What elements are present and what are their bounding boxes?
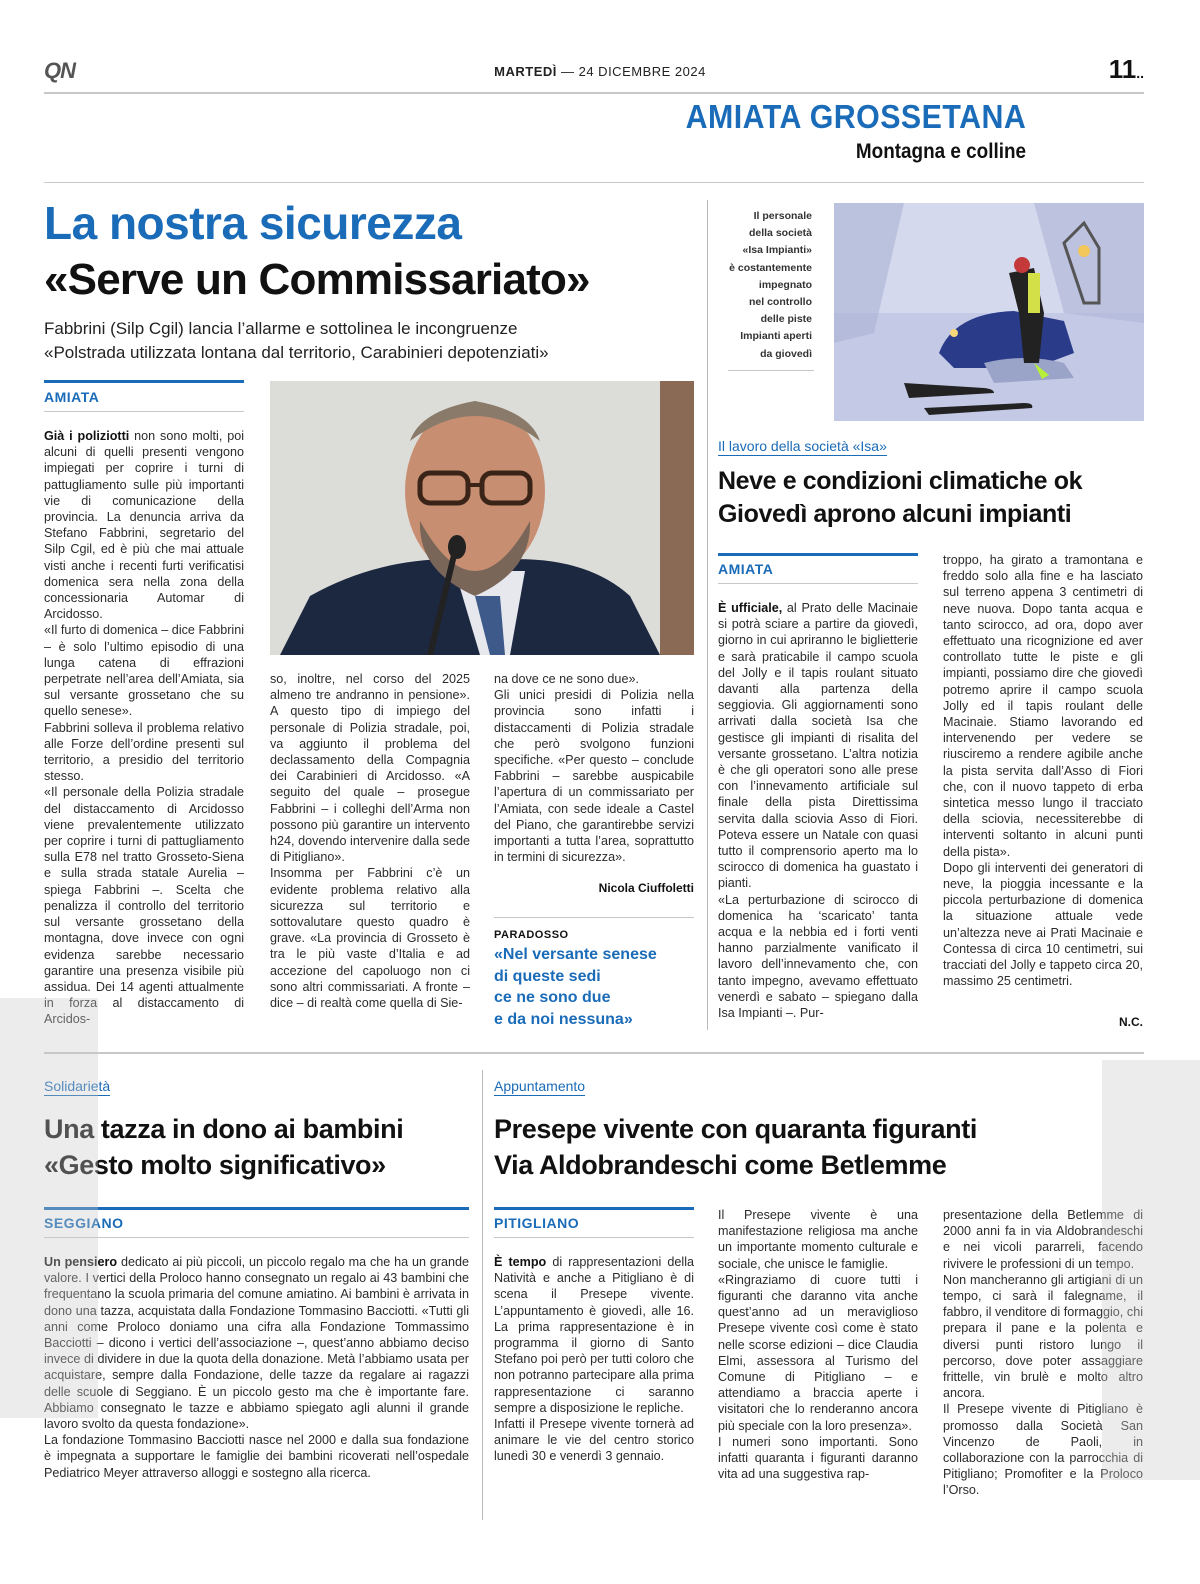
caption-line: Impianti aperti	[740, 330, 812, 343]
label-text: Appuntamento	[494, 1078, 586, 1094]
lead-in: Un pensiero	[44, 1255, 118, 1269]
speaker-portrait-illustration	[270, 381, 694, 655]
paragraph: na dove ce ne sono due».	[494, 672, 639, 686]
caption-divider	[728, 370, 814, 371]
location-underline	[44, 411, 244, 412]
location-tag: AMIATA	[718, 561, 774, 577]
lead-in: Già i poliziotti	[44, 429, 130, 443]
headline-line: Giovedì aprono alcuni impianti	[718, 500, 1072, 528]
section-subtitle: Montagna e colline	[855, 140, 1026, 163]
byline: N.C.	[1119, 1015, 1143, 1029]
headline-line: «Gesto molto significativo»	[44, 1150, 386, 1180]
label-text: Il lavoro della società «Isa»	[718, 438, 887, 454]
section-divider	[44, 182, 1144, 183]
headline-line: Neve e condizioni climatiche ok	[718, 467, 1083, 495]
section-title: AMIATA GROSSETANA	[685, 98, 1026, 135]
paragraph: Il Presepe vivente è una manifestazione religiosa ma anche un importante momento culturale e sociale, che unisce le famiglie.	[718, 1208, 918, 1271]
sidebar-divider	[494, 917, 694, 918]
deck-line: «Polstrada utilizzata lontana dal territorio, Carabinieri depotenziati»	[44, 343, 549, 362]
portrait-photo	[270, 381, 694, 655]
quote-line: ce ne sono due	[494, 989, 611, 1006]
scan-watermark	[1102, 1060, 1200, 1480]
paragraph: I numeri sono importanti. Sono infatti quaranta i figuranti daranno vita ad una suggestiva rap-	[718, 1434, 918, 1482]
paragraph: «Il personale della Polizia stradale del distaccamento di Arcidosso viene prevalentemente utilizzato per coprire i turni di pattugliamento sulla E78 nel tratto Grosseto-Siena e sulla strada statale Aurelia – spiega Fabbrini –. Scelta che penalizza il controllo del territorio sul versante grossetano della montagna, dove invece con ogni evidenza sarebbe necessario garantire una presenza visibile più assidua. Dei 14 agenti attualmente in forza al distaccamento di Arcidos-	[44, 785, 244, 1027]
nativity-article-col2	[718, 1207, 918, 1482]
paragraph: «Ringraziamo di cuore tutti i figuranti che daranno vita anche quest’anno ad un meraviglioso Presepe vivente così come è stato nelle scorse edizioni – dice Claudia Elmi, assessora al Turismo del Comune di Pitigliano – e attendiamo a braccia aperte i visitatori che lo renderanno ancora più speciale con la loro presenza».	[718, 1272, 918, 1433]
column-divider	[482, 1070, 483, 1520]
main-deck	[44, 317, 549, 365]
ski-article-col1	[718, 600, 918, 1021]
headline-line: Presepe vivente con quaranta figuranti	[494, 1114, 977, 1144]
caption-line: impegnato	[758, 278, 812, 291]
location-rule	[494, 1207, 694, 1210]
article-label	[494, 1078, 585, 1096]
sidebar-kicker: PARADOSSO	[494, 929, 569, 941]
location-rule	[44, 1207, 469, 1210]
caption-line: Il personale	[753, 210, 812, 222]
paragraph: Dopo gli interventi dei generatori di neve, la pioggia incessante e la piccola perturbazione di domenica la situazione attuale vede un’altezza neve ai Prati Macinaie e Contessa di circa 10 centimetri, sui tracciati del Jolly e tappeto circa 20, massimo 25 centimetri.	[943, 860, 1143, 989]
lead-in: È ufficiale,	[718, 601, 783, 615]
ski-headline	[718, 465, 1148, 531]
header-divider	[44, 92, 1144, 94]
cup-article-body	[44, 1254, 469, 1481]
main-article-col2	[270, 671, 470, 1011]
location-tag: SEGGIANO	[44, 1215, 124, 1231]
paragraph: Il Presepe vivente di Pitigliano è promosso dalla Società San Vincenzo de Paoli, in collaborazione con la parrocchia di Pitigliano; Promofiter e la Proloco l’Orso.	[943, 1402, 1143, 1498]
paragraph: Gli unici presidi di Polizia nella provincia sono infatti i distaccamenti di Polizia stradale che però svolgono funzioni specifiche. «Per questo – conclude Fabbrini – sarebbe auspicabile l’apertura di un commissariato per l’Amiata, con sede ideale a Castel del Piano, che garantirebbe servizi importanti a tutta l’area, soprattutto in termini di sicurezza».	[494, 688, 694, 865]
paragraph: di rappresentazioni della Natività e anche a Pitigliano è di scena il Presepe vivente. L’appuntamento è giovedì, alle 16. La prima rappresentazione è in programma il giorno di Santo Stefano poi però per tutti coloro che non potranno partecipare alla prima rappresentazione ci saranno sempre a disposizione le repliche.	[494, 1255, 695, 1415]
paragraph: non sono molti, poi alcuni di quelli presenti vengono impiegati per coprire i turni di pattugliamento sulle più importanti vie di comunicazione della provincia. La denuncia arriva da Stefano Fabbrini, segretario del Silp Cgil, ed è più che mai attuale visti anche i recenti furti verificatisi domenica sera nella zona della concessionaria Automar di Arcidosso.	[44, 429, 244, 622]
paragraph: Non mancheranno gli artigiani di un tempo, ci sarà il falegname, il fabbro, il venditore di formaggio, chi prepara il pane e la polenta e diversi punti ristoro lungo il percorso, dove poter assaggiare frittelle, vin brulè e molto altro ancora.	[943, 1272, 1143, 1401]
column-divider	[707, 200, 708, 1030]
location-underline	[718, 583, 918, 584]
snowmobile-illustration	[834, 203, 1144, 421]
main-article-col1	[44, 428, 244, 1028]
paragraph: Fabbrini solleva il problema relativo alle Forze dell’ordine presenti sul territorio, a presidio del territorio stesso.	[44, 720, 244, 784]
caption-line: delle piste	[760, 313, 812, 326]
dateline-date: — 24 DICEMBRE 2024	[561, 64, 706, 79]
caption-line: nel controllo	[749, 296, 812, 309]
paragraph: Insomma per Fabbrini c’è un evidente problema relativo alla sicurezza sul territorio e sottovalutare questo quadro è grave. «La provincia di Grosseto è tra le più vaste d’Italia e ad accezione del capoluogo non ci sono altri commissariati. A fronte – dice – di realtà come quella di Sie-	[270, 866, 470, 1011]
scan-watermark	[0, 998, 98, 1418]
article-label	[718, 438, 887, 456]
paragraph: so, inoltre, nel corso del 2025 almeno tre andranno in pensione». A questo tipo di impiego del personale di Polizia stradale, poi, va aggiunto il problema del declassamento della Compagnia dei Carabinieri di Arcidosso. «A seguito del quale – prosegue Fabbrini – i colleghi dell’Arma non possono più garantire un intervento h24, dovendo intervenire dalla sede di Pitigliano».	[270, 672, 470, 865]
location-underline	[494, 1237, 694, 1238]
paragraph: «Il furto di domenica – dice Fabbrini – è solo l’ultimo episodio di una lunga catena di effrazioni perpetrate nell’area dell’Amiata, sia sul versante grossetano che su quello senese».	[44, 623, 244, 719]
cup-headline	[44, 1111, 484, 1183]
location-underline	[44, 1237, 469, 1238]
page-number: 11..	[1108, 54, 1144, 84]
location-tag: AMIATA	[44, 389, 100, 405]
paragraph: presentazione della Betlemme di 2000 anni fa in via Aldobrandeschi e nei vicoli pararreli, facendo rivivere le professioni di un tempo.	[943, 1208, 1143, 1271]
nativity-article-col1	[494, 1254, 694, 1465]
main-article-col3	[494, 671, 694, 865]
nativity-headline	[494, 1111, 1154, 1183]
paragraph: troppo, ha girato a tramontana e freddo solo alla fine e ha lasciato sul terreno appena 3 centimetri di neve nuova. Dopo tanta acqua e tanto scirocco, ad ora, dopo aver effettuato una ricognizione ed aver controllato tutte le piste e gli impianti, possiamo dire che giovedì potremo aprire il campo scuola Jolly ed il tapis roulant delle Macinaie. Stiamo lavorando ed intervenendo per vedere se riusciremo a rendere agibile anche la pista servita dall’Asso di Fiori che, con il nuovo tappeto di erba sintetica messo lungo il tracciato della sciovia, necessiterebbe di interventi soltanto in alcuni punti della pista».	[943, 553, 1143, 859]
dateline-day: MARTEDÌ	[494, 64, 557, 79]
headline-line: Una tazza in dono ai bambini	[44, 1114, 404, 1144]
sidebar-pullquote	[494, 944, 704, 1030]
caption-line: è costantemente	[729, 261, 812, 274]
paragraph: dedicato ai più piccoli, un piccolo regalo ma che ha un grande valore. I vertici della Proloco hanno consegnato un regalo ai 43 bambini che frequentano la scuola primaria del comune amiatino. Ai bambini è arrivata in dono una tazza, acquistata dalla Fondazione Tommasino Bacciotti. «Tutti gli anni come Proloco doniamo una cifra alla Fondazione Tommassimo Bacciotti – dicono i vertici dell’associazione –, quest’anno abbiamo deciso invece di dividere in due la quota della donazione. Metà l’abbiamo usata per acquistare, sempre dalla Fondazione, delle tazze da regalare ai ragazzi delle scuole di Seggiano. È un piccolo gesto ma che è importante fare. Abbiamo consegnato le tazze e abbiamo spiegato agli alunni il grande lavoro svolto da questa fondazione».	[44, 1255, 469, 1432]
deck-line: Fabbrini (Silp Cgil) lancia l’allarme e sottolinea le incongruenze	[44, 319, 518, 338]
dateline	[0, 64, 1200, 79]
label-text: Solidarietà	[44, 1078, 111, 1094]
quote-line: «Nel versante senese	[494, 946, 657, 963]
location-rule	[718, 553, 918, 556]
quote-line: di queste sedi	[494, 967, 601, 985]
paragraph: Infatti il Presepe vivente tornerà ad animare le vie del centro storico lunedì 30 e venerdì 3 gennaio.	[494, 1417, 694, 1464]
location-rule	[44, 380, 244, 383]
newspaper-logo: QN	[44, 58, 75, 83]
main-headline: «Serve un Commissariato»	[44, 255, 590, 304]
location-tag: PITIGLIANO	[494, 1215, 580, 1231]
ski-article-col2	[943, 552, 1143, 989]
caption-line: della società	[748, 227, 812, 240]
snowmobile-photo	[834, 203, 1144, 421]
byline: Nicola Ciuffoletti	[598, 881, 694, 895]
paragraph: «La perturbazione di scirocco di domenica ha ‘scaricato’ tanta acqua e la nebbia ed i forti venti hanno parzialmente vanificato il lavoro dell’innevamento che, con tanto impegno, avevamo effettuato venerdì e sabato – spiegano dalla Isa Impianti –. Pur-	[718, 892, 918, 1021]
photo-caption	[718, 208, 812, 363]
lead-in: È tempo	[494, 1255, 547, 1269]
caption-line: «Isa Impianti»	[742, 244, 812, 257]
lower-section-divider	[44, 1052, 1144, 1054]
caption-line: da giovedì	[760, 347, 812, 360]
paragraph: La fondazione Tommasino Bacciotti nasce nel 2000 e dalla sua fondazione è impegnata a supportare le famiglie dei bambini ricoverati nell’ospedale Pediatrico Meyer attraverso alloggi e sostegno alla ricerca.	[44, 1433, 469, 1480]
main-headline-kicker: La nostra sicurezza	[44, 197, 462, 249]
quote-line: e da noi nessuna»	[494, 1010, 633, 1028]
paragraph: al Prato delle Macinaie si potrà sciare a partire da giovedì, giorno in cui apriranno le biglietterie e sarà praticabile il campo scuola del Jolly e il tapis roulant situato davanti alla partenza della seggiovia. Gli aggiornamenti sono arrivati dalla società Isa che gestisce gli impianti di risalita del versante grossetano. L’altra notizia è che gli operatori sono alle prese con l’innevamento artificiale sul finale della pista Direttissima servita dalla sciovia Asso di Fiori. Poteva essere un Natale con quasi tutto il comprensorio aperto ma lo scirocco di domenica ha guastato i pianti.	[718, 601, 918, 891]
headline-line: Via Aldobrandeschi come Betlemme	[494, 1150, 947, 1180]
